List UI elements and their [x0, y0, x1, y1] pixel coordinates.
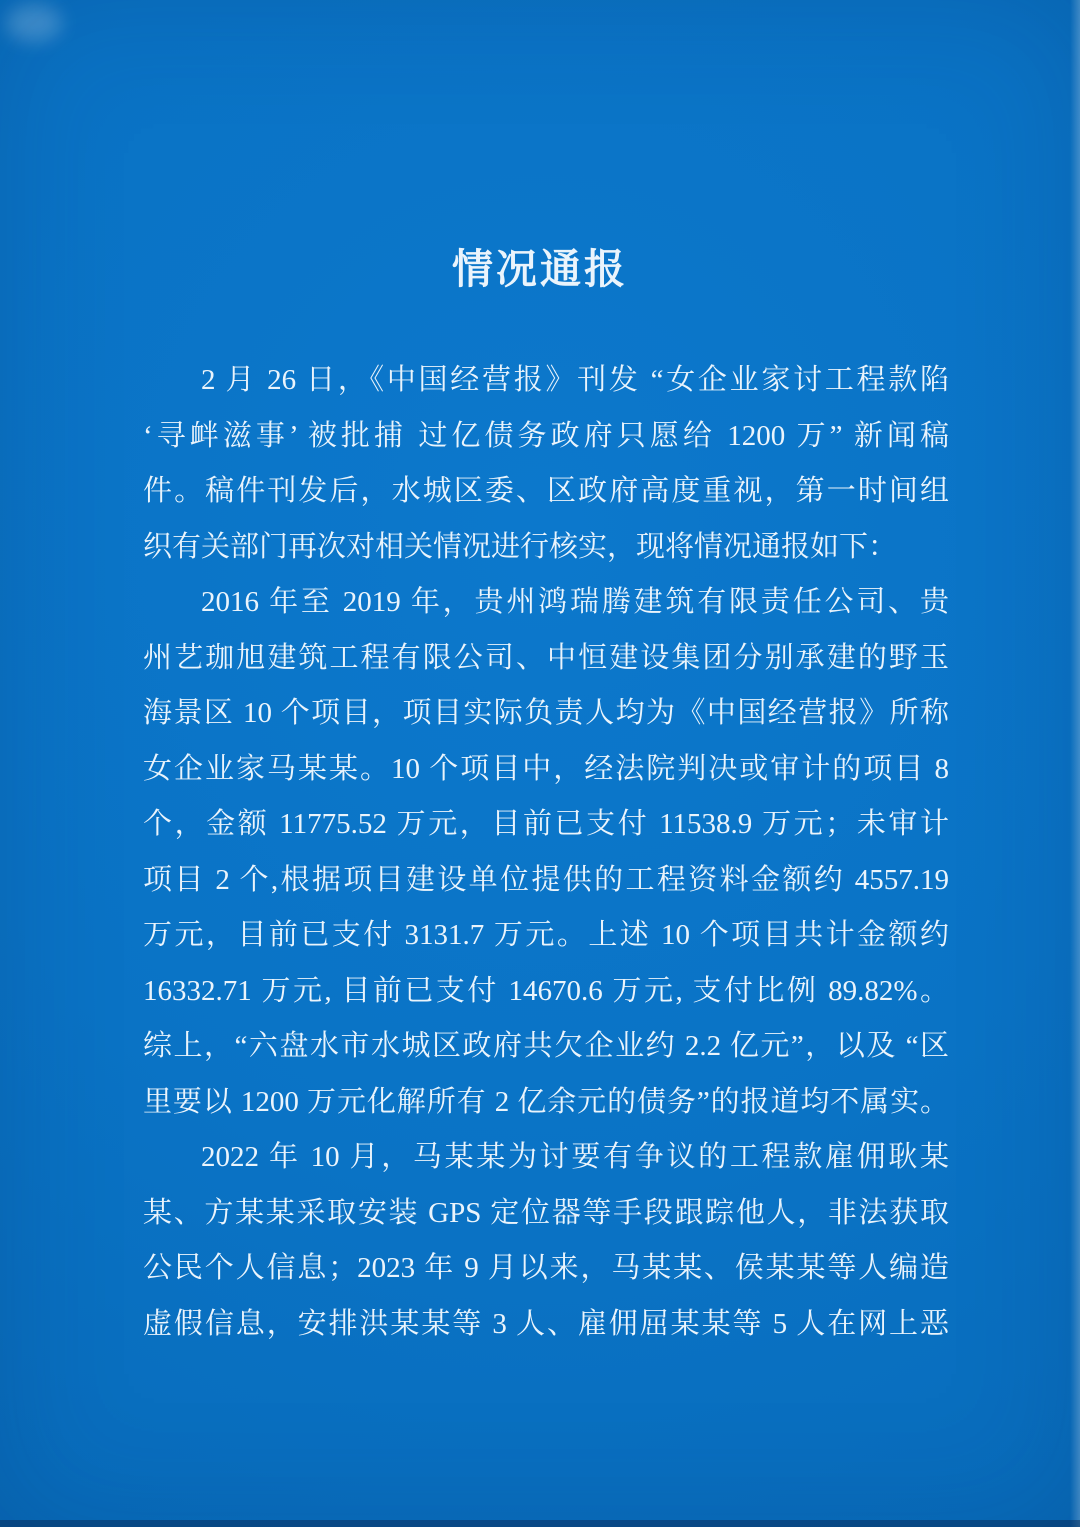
text-line: 州艺珈旭建筑工程有限公司、中恒建设集团分别承建的野玉 [143, 641, 949, 674]
text-line: 海景区 10 个项目，项目实际负责人均为《中国经营报》所称 [143, 697, 949, 729]
text-line: 织有关部门再次对相关情况进行核实，现将情况通报如下： [143, 530, 898, 563]
photo-edge-bottom-artifact [0, 1520, 1080, 1527]
text-line: 个，金额 11775.52 万元，目前已支付 11538.9 万元；未审计 [143, 808, 949, 840]
text-line: 16332.71 万元, 目前已支付 14670.6 万元, 支付比例 89.82%。 [143, 974, 949, 1007]
text-line: 2016 年至 2019 年，贵州鸿瑞腾建筑有限责任公司、贵 [201, 586, 949, 618]
text-line: ‘寻衅滋事’ 被批捕 过亿债务政府只愿给 1200 万” 新闻稿 [143, 419, 949, 452]
text-line: 万元，目前已支付 3131.7 万元。上述 10 个项目共计金额约 [143, 919, 949, 951]
text-line: 项目 2 个,根据项目建设单位提供的工程资料金额约 4557.19 [143, 863, 949, 896]
text-line: 2 月 26 日，《中国经营报》刊发 “女企业家讨工程款陷 [201, 364, 949, 396]
page-title: 情况通报 [452, 246, 628, 292]
text-line: 某、方某某采取安装 GPS 定位器等手段跟踪他人，非法获取 [143, 1196, 949, 1229]
text-line: 件。稿件刊发后，水城区委、区政府高度重视，第一时间组 [143, 475, 949, 507]
document-body [143, 353, 949, 1352]
paragraph-3 [143, 1130, 949, 1352]
paragraph-2 [143, 575, 949, 1130]
text-line: 里要以 1200 万元化解所有 2 亿余元的债务”的报道均不属实。 [143, 1085, 949, 1118]
text-line: 虚假信息，安排洪某某等 3 人、雇佣屈某某等 5 人在网上恶 [143, 1307, 949, 1340]
text-line: 2022 年 10 月，马某某为讨要有争议的工程款雇佣耿某 [201, 1141, 949, 1173]
text-line: 综上，“六盘水市水城区政府共欠企业约 2.2 亿元”，以及 “区 [143, 1030, 949, 1062]
paragraph-1 [143, 353, 949, 575]
photo-corner-artifact [6, 4, 62, 42]
text-line: 女企业家马某某。10 个项目中，经法院判决或审计的项目 8 [143, 752, 949, 785]
photo-edge-right-artifact [1070, 0, 1080, 1527]
text-line: 公民个人信息；2023 年 9 月以来，马某某、侯某某等人编造 [143, 1252, 949, 1284]
